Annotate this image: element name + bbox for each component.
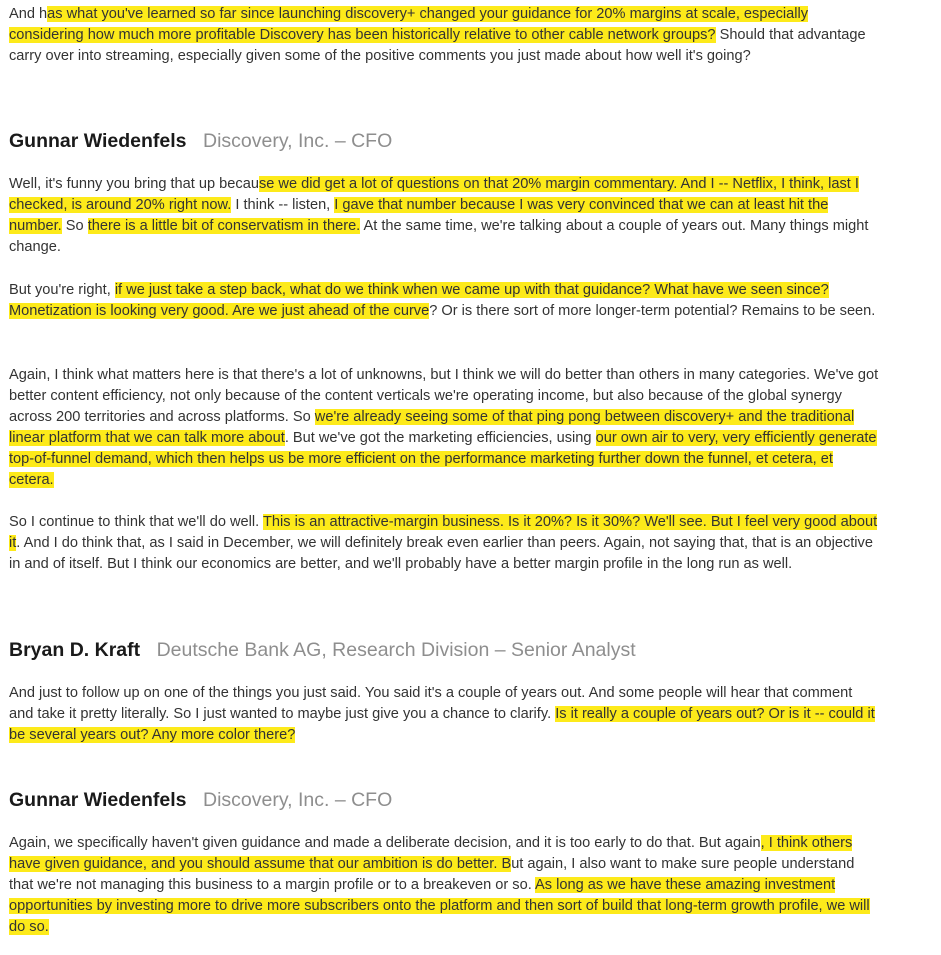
answer-paragraph bbox=[9, 280, 879, 322]
highlighted-text: As long as we have these amazing investment opportunities by investing more to drive more subscribers onto the platform and then sort of build that long-term growth profile, we will do so. bbox=[9, 877, 870, 935]
highlighted-text: Is it really a couple of years out? Or is it -- could it be several years out? Any more color there? bbox=[9, 706, 875, 743]
text-run: ? Or is there sort of more longer-term potential? Remains to be seen. bbox=[429, 303, 876, 319]
speaker-role: Discovery, Inc. – CFO bbox=[202, 130, 393, 152]
speaker-role: Discovery, Inc. – CFO bbox=[202, 789, 393, 811]
highlighted-text: as what you've learned so far since launching discovery+ changed your guidance for 20% margins at scale, especially considering how much more profitable Discovery has been historically relative to other cable network groups? bbox=[9, 6, 809, 43]
text-run: But you're right, bbox=[9, 282, 115, 298]
question-paragraph bbox=[9, 683, 879, 746]
text-run: . But we've got the marketing efficiencies, using bbox=[284, 430, 596, 446]
answer-paragraph bbox=[9, 833, 879, 938]
highlighted-text: se we did get a lot of questions on that 20% margin commentary. And I -- Netflix, I think, last I checked, is around 20% right now. bbox=[9, 176, 859, 213]
text-run: Well, it's funny you bring that up becau bbox=[9, 176, 259, 192]
highlighted-text: , I think others have given guidance, and you should assume that our ambition is do better. B bbox=[9, 835, 853, 872]
text-run: ut again, I also want to make sure people understand that we're not managing this business to a margin profile or to a breakeven or so. bbox=[9, 856, 855, 893]
answer-paragraph bbox=[9, 512, 879, 575]
text-run: I think -- listen, bbox=[231, 197, 335, 213]
highlighted-text: if we just take a step back, what do we think when we came up with that guidance? What have we seen since? Monetization is looking very good. Are we just ahead of the curve bbox=[9, 282, 829, 319]
text-run: Again, we specifically haven't given guidance and made a deliberate decision, and it is too early to do that. But again bbox=[9, 835, 761, 851]
text-run: Should that advantage carry over into streaming, especially given some of the positive comments you just made about how well it's going? bbox=[9, 27, 866, 64]
answer-paragraph bbox=[9, 365, 879, 491]
highlighted-text: we're already seeing some of that ping pong between discovery+ and the traditional linear platform that we can talk more about bbox=[9, 409, 855, 446]
highlighted-text: This is an attractive-margin business. Is it 20%? Is it 30%? We'll see. But I feel very good about it bbox=[9, 514, 878, 551]
speaker-header bbox=[9, 634, 879, 666]
text-run: At the same time, we're talking about a couple of years out. Many things might change. bbox=[9, 218, 869, 255]
question-paragraph bbox=[9, 4, 879, 67]
text-run: . And I do think that, as I said in December, we will definitely break even earlier than peers. Again, not saying that, that is an objective in and of itself. But I think our economics are better, and we'll probably have a better margin profile in the long run as well. bbox=[9, 535, 873, 572]
text-run: And just to follow up on one of the things you just said. You said it's a couple of years out. And some people will hear that comment and take it pretty literally. So I just wanted to maybe just give you a chance to clarify. bbox=[9, 685, 853, 722]
text-run: And h bbox=[9, 6, 48, 22]
speaker-name: Bryan D. Kraft bbox=[9, 639, 141, 661]
speaker-header bbox=[9, 125, 879, 157]
transcript-page bbox=[0, 4, 888, 938]
speaker-header bbox=[9, 784, 879, 816]
speaker-name: Gunnar Wiedenfels bbox=[9, 789, 187, 811]
highlighted-text: there is a little bit of conservatism in there. bbox=[87, 218, 361, 234]
speaker-role: Deutsche Bank AG, Research Division – Senior Analyst bbox=[156, 639, 636, 661]
speaker-name: Gunnar Wiedenfels bbox=[9, 130, 187, 152]
highlighted-text: our own air to very, very efficiently generate top-of-funnel demand, which then helps us be more efficient on the performance marketing further down the funnel, et cetera, et cetera. bbox=[9, 430, 877, 488]
text-run: So bbox=[61, 218, 88, 234]
answer-paragraph bbox=[9, 174, 879, 258]
text-run: Again, I think what matters here is that there's a lot of unknowns, but I think we will do better than others in many categories. We've got better content efficiency, not only because of the content verticals we're operating income, but also because of the global synergy across 200 territories and across platforms. So bbox=[9, 367, 879, 425]
highlighted-text: I gave that number because I was very convinced that we can at least hit the number. bbox=[9, 197, 829, 234]
text-run: So I continue to think that we'll do well. bbox=[9, 514, 264, 530]
